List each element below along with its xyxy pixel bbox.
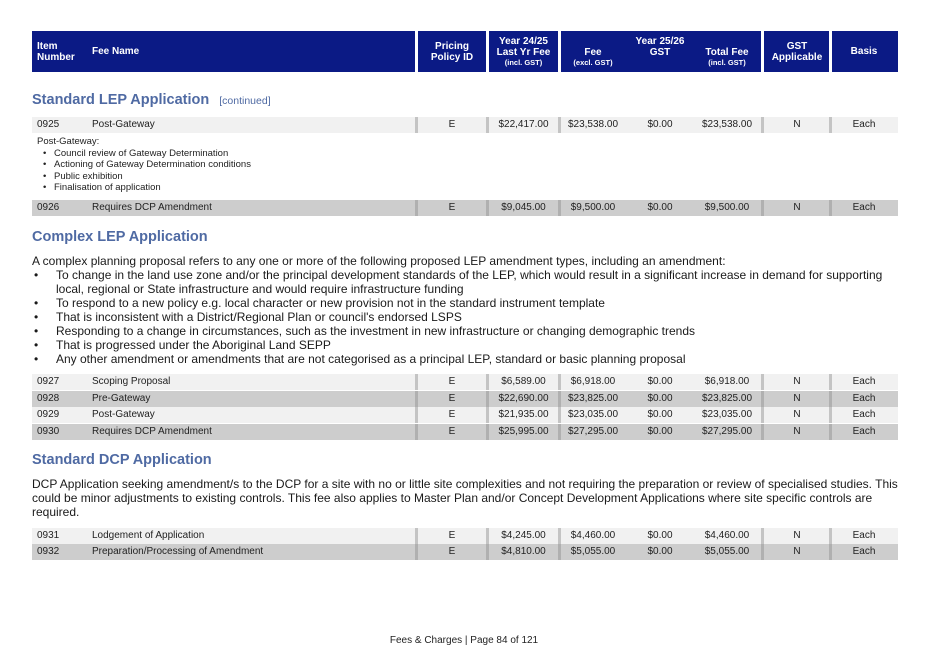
row-divider [558, 407, 561, 423]
basis: Each [852, 409, 876, 420]
row-divider [829, 374, 832, 390]
item-number: 0925 [37, 119, 60, 130]
pricing-policy: E [448, 376, 456, 387]
col-last-yr-fee-sub: (incl. GST) [504, 57, 543, 67]
bullet-item: • That is inconsistent with a District/Regional Plan or council's endorsed LSPS [45, 310, 900, 324]
item-number: 0931 [37, 530, 60, 541]
bullet-item: • To respond to a new policy e.g. local character or new provision not in the standard instrument template [45, 296, 900, 310]
col-total-fee-sub: (incl. GST) [708, 57, 746, 67]
header-divider [486, 31, 489, 72]
col-pricing-policy [424, 31, 480, 72]
intro-text: A complex planning proposal refers to any one or more of the following proposed LEP amendment types, including an amendment: [32, 254, 726, 268]
section-title-standard-lep [32, 92, 271, 108]
col-fee-sub: (excl. GST) [573, 57, 613, 67]
row-divider [761, 391, 764, 407]
fee-excl-gst: $4,460.00 [570, 530, 616, 541]
gst-amount: $0.00 [647, 426, 673, 437]
bullet-list [32, 268, 900, 366]
total-fee: $23,035.00 [701, 409, 753, 420]
note-heading: Post-Gateway: [37, 136, 100, 147]
fee-name: Post-Gateway [92, 409, 155, 420]
row-divider [558, 117, 561, 133]
fee-excl-gst: $23,825.00 [567, 393, 619, 404]
pricing-policy: E [448, 202, 456, 213]
row-divider [486, 407, 489, 423]
row-divider [415, 407, 418, 423]
gst-applicable: N [793, 426, 801, 437]
basis: Each [852, 393, 876, 404]
section-title-text: Complex LEP Application [32, 229, 208, 245]
pricing-policy: E [448, 426, 456, 437]
header-divider [558, 31, 561, 72]
table-row [32, 391, 898, 407]
table-row [32, 374, 898, 390]
fee-excl-gst: $6,918.00 [570, 376, 616, 387]
col-fee-name-label: Fee Name [92, 46, 140, 57]
pricing-policy: E [448, 409, 456, 420]
last-yr-fee: $21,935.00 [498, 409, 549, 420]
gst-applicable: N [793, 530, 801, 541]
note-item: • Finalisation of application [43, 182, 251, 194]
total-fee: $6,918.00 [704, 376, 750, 387]
total-fee: $23,825.00 [701, 393, 753, 404]
fee-name: Requires DCP Amendment [92, 202, 212, 213]
row-divider [558, 544, 561, 560]
page-footer: Fees & Charges | Page 84 of 121 [389, 635, 539, 646]
fee-excl-gst: $23,538.00 [567, 119, 619, 130]
row-divider [558, 200, 561, 216]
item-number: 0928 [37, 393, 60, 404]
gst-amount: $0.00 [647, 393, 673, 404]
col-item-number [37, 31, 77, 72]
fee-name: Preparation/Processing of Amendment [92, 546, 264, 557]
col-fee-label: Fee [584, 46, 602, 58]
row-divider [761, 407, 764, 423]
table-row [32, 117, 898, 133]
table-header [32, 31, 898, 72]
gst-amount: $0.00 [647, 376, 673, 387]
note-list [37, 148, 251, 194]
last-yr-fee: $22,417.00 [498, 119, 549, 130]
basis: Each [852, 376, 876, 387]
total-fee: $23,538.00 [701, 119, 753, 130]
gst-amount: $0.00 [647, 530, 673, 541]
row-divider [761, 374, 764, 390]
bullet-item: • Any other amendment or amendments that are not categorised as a principal LEP, standard or basic planning proposal [45, 352, 900, 366]
row-divider [415, 117, 418, 133]
fee-name: Lodgement of Application [92, 530, 205, 541]
col-gst-applicable [768, 31, 826, 72]
item-number: 0930 [37, 426, 60, 437]
row-divider [829, 424, 832, 440]
section-title-complex-lep [32, 229, 208, 245]
table-row [32, 528, 898, 544]
note-item: • Council review of Gateway Determination [43, 148, 251, 160]
post-gateway-note [37, 136, 251, 194]
section-title-text: Standard LEP Application [32, 92, 210, 108]
last-yr-fee: $9,045.00 [501, 202, 546, 213]
col-item-number-label: Item Number [37, 40, 75, 63]
header-divider [829, 31, 832, 72]
row-divider [558, 374, 561, 390]
continued-label: [continued] [219, 95, 271, 107]
row-divider [761, 424, 764, 440]
basis: Each [852, 426, 876, 437]
row-divider [829, 117, 832, 133]
pricing-policy: E [448, 119, 456, 130]
gst-applicable: N [793, 393, 801, 404]
gst-applicable: N [793, 202, 801, 213]
col-fee [562, 31, 624, 72]
header-divider [415, 31, 418, 72]
pricing-policy: E [448, 530, 456, 541]
table-row [32, 200, 898, 216]
table-row [32, 544, 898, 560]
note-item: • Actioning of Gateway Determination conditions [43, 159, 251, 171]
standard-dcp-description [32, 477, 900, 519]
row-divider [486, 544, 489, 560]
row-divider [761, 544, 764, 560]
fee-excl-gst: $9,500.00 [570, 202, 616, 213]
table-row [32, 407, 898, 423]
row-divider [486, 391, 489, 407]
last-yr-fee: $25,995.00 [498, 426, 549, 437]
row-divider [761, 200, 764, 216]
bullet-item: • Responding to a change in circumstances, such as the investment in new infrastructure or changing demographic trends [45, 324, 900, 338]
col-basis [837, 31, 891, 72]
pricing-policy: E [448, 546, 456, 557]
fee-name: Post-Gateway [92, 119, 155, 130]
row-divider [829, 200, 832, 216]
intro-text: DCP Application seeking amendment/s to the DCP for a site with no or little site complexities and not requiring the preparation or review of specialised studies. This could be minor adjustments to existing controls. This fee also applies to Master Plan and/or Concept Development Applications where site specific controls are required. [32, 477, 898, 519]
row-divider [415, 544, 418, 560]
row-divider [415, 200, 418, 216]
gst-amount: $0.00 [647, 409, 673, 420]
row-divider [486, 117, 489, 133]
row-divider [415, 374, 418, 390]
col-total-fee [694, 31, 760, 72]
gst-amount: $0.00 [647, 202, 673, 213]
row-divider [486, 374, 489, 390]
col-last-yr-fee-label: Last Yr Fee [496, 46, 551, 58]
fee-name: Requires DCP Amendment [92, 426, 212, 437]
total-fee: $5,055.00 [704, 546, 750, 557]
row-divider [486, 424, 489, 440]
row-divider [558, 528, 561, 544]
basis: Each [852, 546, 876, 557]
row-divider [558, 391, 561, 407]
item-number: 0929 [37, 409, 60, 420]
row-divider [415, 391, 418, 407]
gst-amount: $0.00 [647, 119, 673, 130]
table-row [32, 424, 898, 440]
fee-excl-gst: $27,295.00 [567, 426, 619, 437]
header-divider [761, 31, 764, 72]
last-yr-fee: $4,245.00 [501, 530, 546, 541]
gst-applicable: N [793, 546, 801, 557]
complex-lep-description [32, 254, 900, 366]
fee-name: Pre-Gateway [92, 393, 151, 404]
row-divider [486, 200, 489, 216]
section-title-standard-dcp [32, 452, 212, 468]
total-fee: $4,460.00 [704, 530, 750, 541]
last-yr-fee: $4,810.00 [501, 546, 546, 557]
col-year-2526-label: Year 25/26 [635, 35, 685, 47]
fee-excl-gst: $5,055.00 [570, 546, 616, 557]
basis: Each [852, 119, 876, 130]
note-item: • Public exhibition [43, 171, 251, 183]
row-divider [829, 528, 832, 544]
gst-applicable: N [793, 409, 801, 420]
col-pricing-policy-label: Pricing Policy ID [430, 40, 474, 63]
col-gst-label: GST [649, 46, 671, 58]
col-fee-name [92, 31, 139, 72]
basis: Each [852, 202, 876, 213]
total-fee: $9,500.00 [704, 202, 750, 213]
last-yr-fee: $6,589.00 [501, 376, 546, 387]
col-basis-label: Basis [850, 46, 878, 57]
row-divider [486, 528, 489, 544]
section-title-text: Standard DCP Application [32, 452, 212, 468]
row-divider [829, 407, 832, 423]
col-gst-applicable-label: GST Applicable [771, 40, 823, 63]
item-number: 0927 [37, 376, 60, 387]
pricing-policy: E [448, 393, 456, 404]
fee-name: Scoping Proposal [92, 376, 171, 387]
row-divider [761, 528, 764, 544]
row-divider [829, 391, 832, 407]
gst-applicable: N [793, 376, 801, 387]
item-number: 0932 [37, 546, 60, 557]
col-gst [628, 31, 692, 72]
col-year-2425-label: Year 24/25 [499, 35, 548, 47]
bullet-item: • To change in the land use zone and/or the principal development standards of the LEP, which would result in a significant increase in demand for supporting local, regional or State infrastructure and would require infrastructure funding [45, 268, 900, 296]
fee-excl-gst: $23,035.00 [567, 409, 619, 420]
row-divider [829, 544, 832, 560]
total-fee: $27,295.00 [701, 426, 753, 437]
row-divider [415, 528, 418, 544]
basis: Each [852, 530, 876, 541]
col-last-yr-fee [492, 31, 555, 72]
last-yr-fee: $22,690.00 [498, 393, 549, 404]
row-divider [415, 424, 418, 440]
bullet-item: • That is progressed under the Aboriginal Land SEPP [45, 338, 900, 352]
gst-amount: $0.00 [647, 546, 673, 557]
gst-applicable: N [793, 119, 801, 130]
row-divider [761, 117, 764, 133]
col-total-fee-label: Total Fee [705, 46, 749, 58]
row-divider [558, 424, 561, 440]
item-number: 0926 [37, 202, 60, 213]
